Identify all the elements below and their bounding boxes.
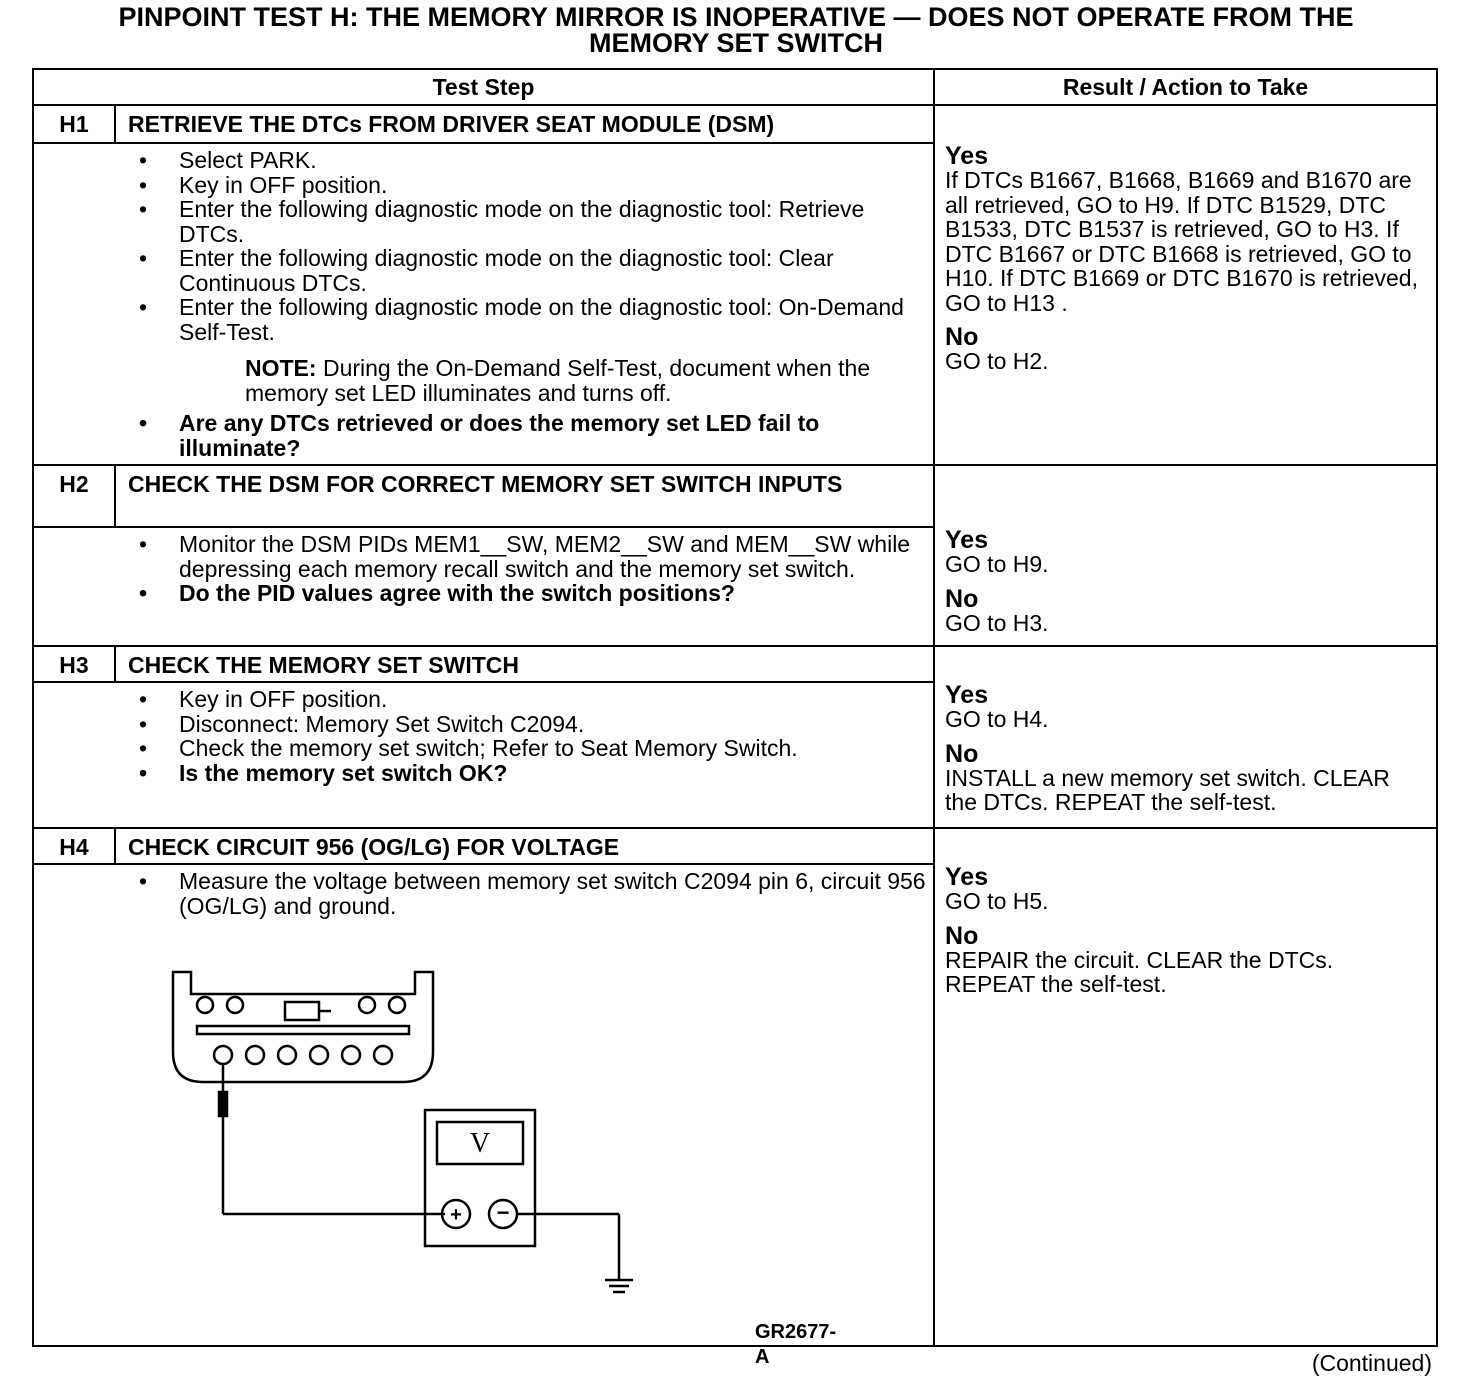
meter-display-symbol: V bbox=[469, 1128, 491, 1159]
action-item: • Enter the following diagnostic mode on the diagnostic tool: Retrieve DTCs. bbox=[179, 197, 933, 246]
step-h2-result bbox=[934, 465, 1437, 646]
action-item: • Enter the following diagnostic mode on the diagnostic tool: On-Demand Self-Test. bbox=[179, 295, 933, 344]
step-h3-result bbox=[934, 646, 1437, 828]
action-item: • Disconnect: Memory Set Switch C2094. bbox=[179, 712, 933, 737]
step-h3-title-row bbox=[33, 646, 1437, 682]
question-item: • Is the memory set switch OK? bbox=[179, 761, 933, 786]
question-item: • Do the PID values agree with the switch positions? bbox=[179, 581, 933, 606]
note-text: During the On-Demand Self-Test, document when the memory set LED illuminates and turns off. bbox=[245, 355, 871, 406]
step-h4-actions bbox=[115, 864, 934, 1368]
yes-action: GO to H9. bbox=[945, 551, 1049, 577]
yes-label: Yes bbox=[945, 863, 989, 891]
negative-terminal-icon: − bbox=[496, 1200, 510, 1225]
continued-label: (Continued) bbox=[1311, 1350, 1432, 1376]
yes-label: Yes bbox=[945, 681, 989, 709]
step-title: CHECK THE DSM FOR CORRECT MEMORY SET SWITCH INPUTS bbox=[115, 465, 934, 527]
no-action: GO to H2. bbox=[945, 348, 1049, 374]
action-item: • Enter the following diagnostic mode on the diagnostic tool: Clear Continuous DTCs. bbox=[179, 246, 933, 295]
figure-code: GR2677-A bbox=[755, 1321, 837, 1368]
no-action: INSTALL a new memory set switch. CLEAR the DTCs. REPEAT the self-test. bbox=[945, 764, 1390, 815]
action-item: • Measure the voltage between memory set switch C2094 pin 6, circuit 956 (OG/LG) and ground. bbox=[179, 869, 933, 918]
note bbox=[245, 356, 933, 405]
yes-action: If DTCs B1667, B1668, B1669 and B1670 are all retrieved, GO to H9. If DTC B1529, DTC B1533, DTC B1537 is retrieved, GO to H3. If DTC B1667 or DTC B1668 is retrieved, GO to H10. If DTC B1669 or DTC B1670 is retrieved, GO to H13 . bbox=[945, 167, 1418, 316]
yes-label: Yes bbox=[945, 526, 989, 554]
action-item: • Select PARK. bbox=[179, 148, 933, 173]
step-h1-actions bbox=[115, 143, 934, 465]
note-label: NOTE: bbox=[245, 355, 317, 381]
connector-voltmeter-illustration bbox=[115, 932, 735, 1342]
action-item: • Monitor the DSM PIDs MEM1__SW, MEM2__SW and MEM__SW while depressing each memory recall switch and the memory set switch. bbox=[179, 532, 933, 581]
step-title: CHECK THE MEMORY SET SWITCH bbox=[115, 646, 934, 682]
yes-action: GO to H5. bbox=[945, 888, 1049, 914]
title-line-2: MEMORY SET SWITCH bbox=[588, 28, 883, 58]
voltage-measurement-diagram bbox=[115, 932, 837, 1368]
step-id: H4 bbox=[33, 828, 115, 864]
step-h1-title-row bbox=[33, 105, 1437, 143]
no-label: No bbox=[945, 323, 979, 351]
page-title bbox=[0, 4, 1472, 56]
no-label: No bbox=[945, 584, 979, 613]
no-action: GO to H3. bbox=[945, 609, 1049, 636]
question-item: • Are any DTCs retrieved or does the memory set LED fail to illuminate? bbox=[179, 411, 933, 460]
positive-terminal-icon: + bbox=[450, 1204, 462, 1226]
step-h2-title-row bbox=[33, 465, 1437, 527]
step-h4-result bbox=[934, 828, 1437, 1346]
result-header: Result / Action to Take bbox=[934, 69, 1437, 105]
step-id: H1 bbox=[33, 105, 115, 143]
test-step-header: Test Step bbox=[33, 69, 934, 105]
step-h4-title-row bbox=[33, 828, 1437, 864]
no-label: No bbox=[945, 739, 979, 768]
step-id: H3 bbox=[33, 646, 115, 682]
action-item: • Key in OFF position. bbox=[179, 173, 933, 198]
step-h3-actions bbox=[115, 682, 934, 828]
yes-action: GO to H4. bbox=[945, 706, 1049, 732]
no-action: REPAIR the circuit. CLEAR the DTCs. REPEAT the self-test. bbox=[945, 946, 1334, 997]
step-h1-result bbox=[934, 105, 1437, 465]
title-line-1: PINPOINT TEST H: THE MEMORY MIRROR IS INOPERATIVE — DOES NOT OPERATE FROM THE bbox=[118, 2, 1354, 32]
yes-label: Yes bbox=[945, 142, 989, 170]
step-title: CHECK CIRCUIT 956 (OG/LG) FOR VOLTAGE bbox=[115, 828, 934, 864]
no-label: No bbox=[945, 921, 979, 950]
action-item: • Key in OFF position. bbox=[179, 687, 933, 712]
action-item: • Check the memory set switch; Refer to Seat Memory Switch. bbox=[179, 736, 933, 761]
table-header-row bbox=[33, 69, 1437, 105]
step-h2-actions bbox=[115, 527, 934, 646]
step-title: RETRIEVE THE DTCs FROM DRIVER SEAT MODULE (DSM) bbox=[115, 105, 934, 143]
step-id: H2 bbox=[33, 465, 115, 527]
